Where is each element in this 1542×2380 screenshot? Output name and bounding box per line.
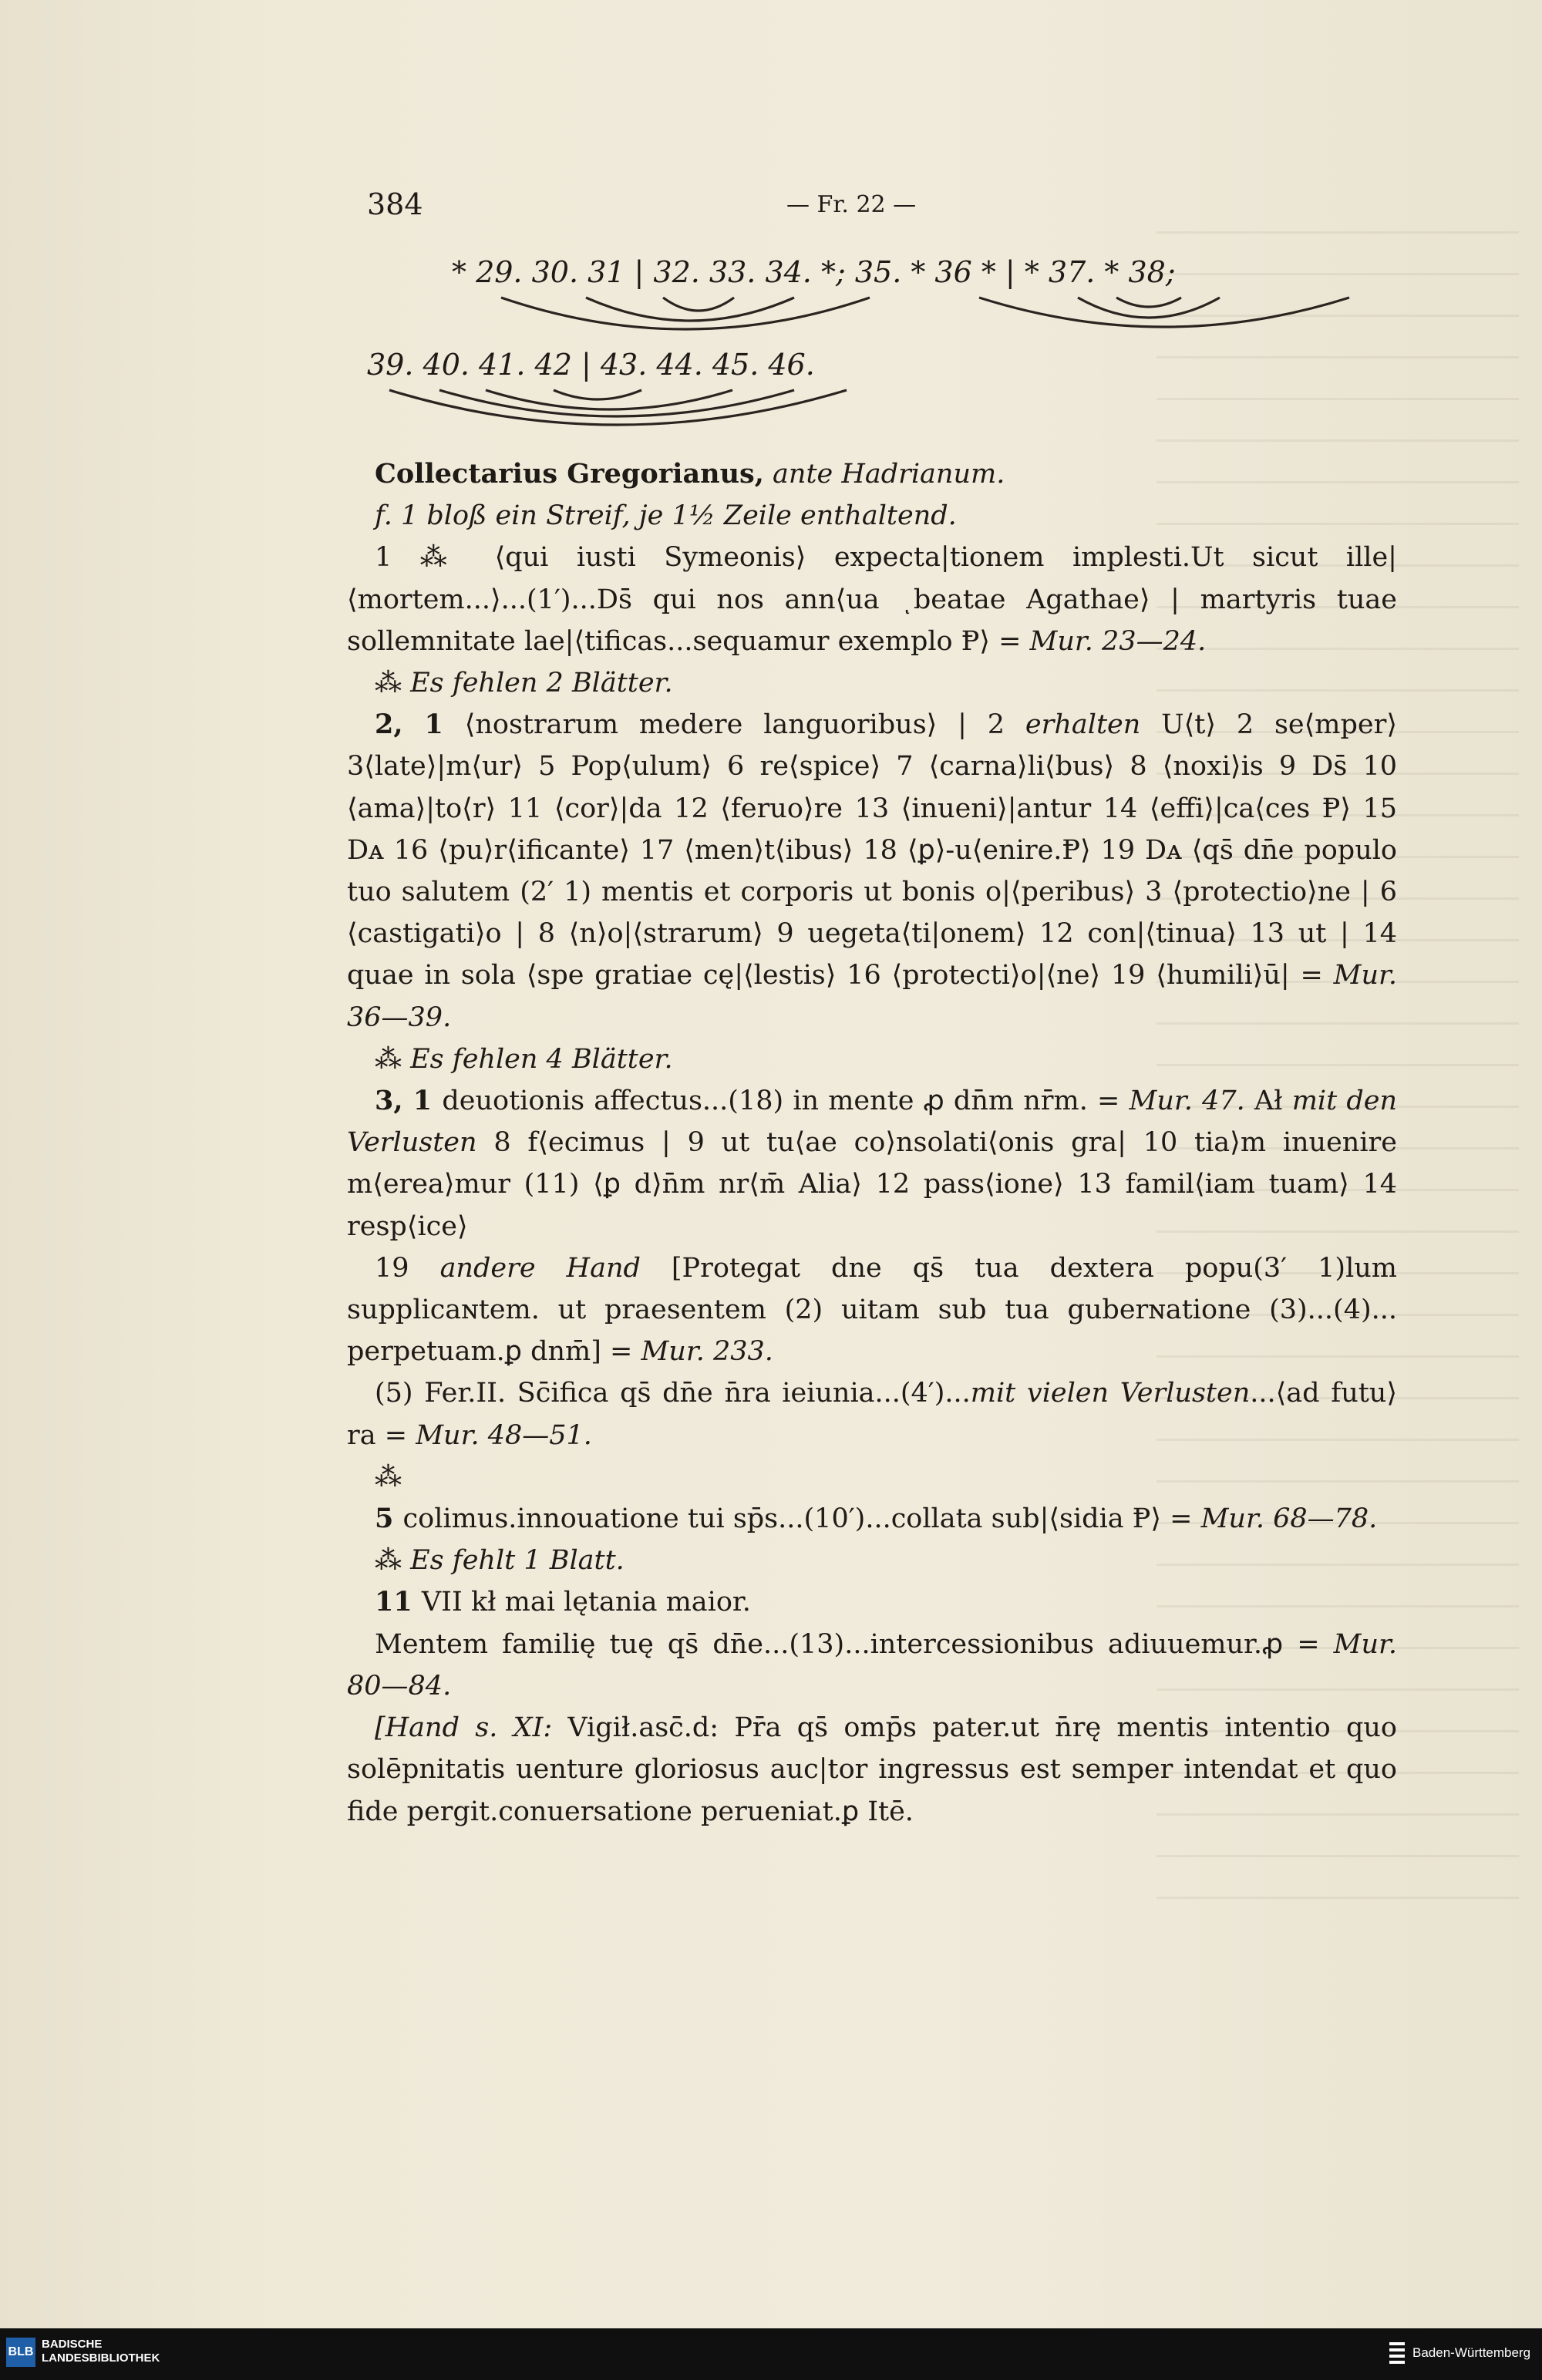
paragraph-4: 2, 1 ⟨nostrarum medere languoribus⟩ | 2 erhalten U⟨t⟩ 2 se⟨mper⟩ 3⟨late⟩|m⟨ur⟩ 5 Pop⟨ulum⟩ 6 re⟨spice⟩ 7 ⟨carna⟩li⟨bus⟩ 8 ⟨noxi⟩is 9 Ds̄ 10 ⟨ama⟩|to⟨r⟩ 11 ⟨cor⟩|da 12 ⟨feruo⟩re 13 ⟨inueni⟩|antur 14 ⟨effi⟩|ca⟨ces Ᵽ⟩ 15 Dᴀ 16 ⟨pu⟩r⟨ificante⟩ 17 ⟨men⟩t⟨ibus⟩ 18 ⟨ꝑ⟩-u⟨enire.Ᵽ⟩ 19 Dᴀ ⟨qs̄ dn̄e populo tuo salutem (2′ 1) mentis et corporis ut bonis o|⟨peribus⟩ 3 ⟨protectio⟩ne | 6 ⟨castigati⟩o | 8 ⟨n⟩o|⟨strarum⟩ 9 uegeta⟨ti|onem⟩ 12 con|⟨tinua⟩ 13 ut | 14 quae in sola ⟨spe gratiae cę|⟨lestis⟩ 16 ⟨protecti⟩o|⟨ne⟩ 19 ⟨humili⟩ū| = Mur. 36—39.: [347, 709, 1397, 1033]
scheme-line-2: 39. 40. 41. 42 | 43. 44. 45. 46.: [367, 348, 815, 382]
arc-31-32: [663, 298, 734, 311]
grouping-arcs: [0, 0, 1542, 478]
blb-logo[interactable]: BLB: [6, 2338, 35, 2367]
scheme-line-1: * 29. 30. 31 | 32. 33. 34. *; 35. * 36 * | * 37. * 38;: [452, 255, 1176, 289]
paragraph-3: ⁂ Es fehlen 2 Blätter.: [375, 668, 673, 699]
heading: [347, 453, 1397, 495]
paragraph-7: 19 andere Hand [Protegat dne qs̄ tua dextera popu(3′ 1)lum supplicaɴtem. ut praesentem (2) uitam sub tua guberɴatione (3)...(4)... perpetuam.ꝑ dnm̄] = Mur. 233.: [347, 1252, 1397, 1368]
paragraph-10: 5 colimus.innouatione tui sp̄s...(10′)...collata sub|⟨sidia Ᵽ⟩ = Mur. 68—78.: [375, 1503, 1378, 1535]
bw-coat-of-arms-icon: [1388, 2339, 1406, 2367]
footer-bar: [0, 2328, 1542, 2380]
paragraph-11: ⁂ Es fehlt 1 Blatt.: [375, 1545, 625, 1577]
bw-label[interactable]: Baden-Württemberg: [1412, 2345, 1531, 2360]
heading-subtitle: ante Hadrianum.: [763, 459, 1005, 490]
blb-label[interactable]: BADISCHE LANDESBIBLIOTHEK: [42, 2338, 160, 2365]
heading-title: Collectarius Gregorianus,: [375, 458, 764, 490]
paragraph-1: f. 1 bloß ein Streif, je 1½ Zeile enthaltend.: [375, 500, 957, 532]
paragraph-14: [Hand s. XI: Vigił.asc̄.d: Pr̄a qs̄ omp̄s pater.ut n̄rę mentis intentio quo solēpnitatis uenture gloriosus auc|tor ingressus est semper intendat et quo fide pergit.conuersatione perueniat.ꝑ Itē.: [347, 1712, 1397, 1827]
running-title: — Fr. 22 —: [786, 191, 917, 218]
paragraph-2: 1 ⁂ ⟨qui iusti Symeonis⟩ expecta|tionem implesti.Ut sicut ille| ⟨mortem...⟩...(1′)...Ds̄ qui nos ann⟨ua ͺbeatae Agathae⟩ | martyris tuae sollemnitate lae|⟨tificas...sequamur exemplo Ᵽ⟩ = Mur. 23—24.: [347, 542, 1397, 657]
arc-29-34: [501, 298, 870, 329]
paragraph-9: ⁂: [375, 1461, 402, 1493]
paragraph-13: Mentem familię tuę qs̄ dn̄e...(13)...intercessionibus adiuuemur.ꝓ = Mur. 80—84.: [347, 1628, 1397, 1702]
page-number: 384: [367, 187, 423, 221]
arc-35-38: [979, 298, 1349, 327]
arc-36-37-inner: [1116, 298, 1181, 307]
paragraph-6: 3, 1 deuotionis affectus...(18) in mente ꝓ dn̄m nr̄m. = Mur. 47. Ał mit den Verlusten 8 f⟨ecimus | 9 ut tu⟨ae co⟩nsolati⟨onis gra| 10 tia⟩m inuenire m⟨erea⟩mur (11) ⟨ꝑ d⟩n̄m nr⟨m̄ Alia⟩ 12 pass⟨ione⟩ 13 famil⟨iam tuam⟩ 14 resp⟨ice⟩: [347, 1085, 1398, 1242]
paragraph-5: ⁂ Es fehlen 4 Blätter.: [375, 1043, 673, 1075]
paragraph-12: 11 VII kł mai lętania maior.: [375, 1586, 751, 1618]
arc-40-45: [439, 390, 794, 416]
arc-42-43: [554, 390, 641, 399]
paragraph-8: (5) Fer.II. Sc̄ifica qs̄ dn̄e n̄ra ieiunia...(4′)...mit vielen Verlusten...⟨ad futu⟩ra = Mur. 48—51.: [347, 1378, 1398, 1451]
main-text: [347, 453, 1397, 1833]
